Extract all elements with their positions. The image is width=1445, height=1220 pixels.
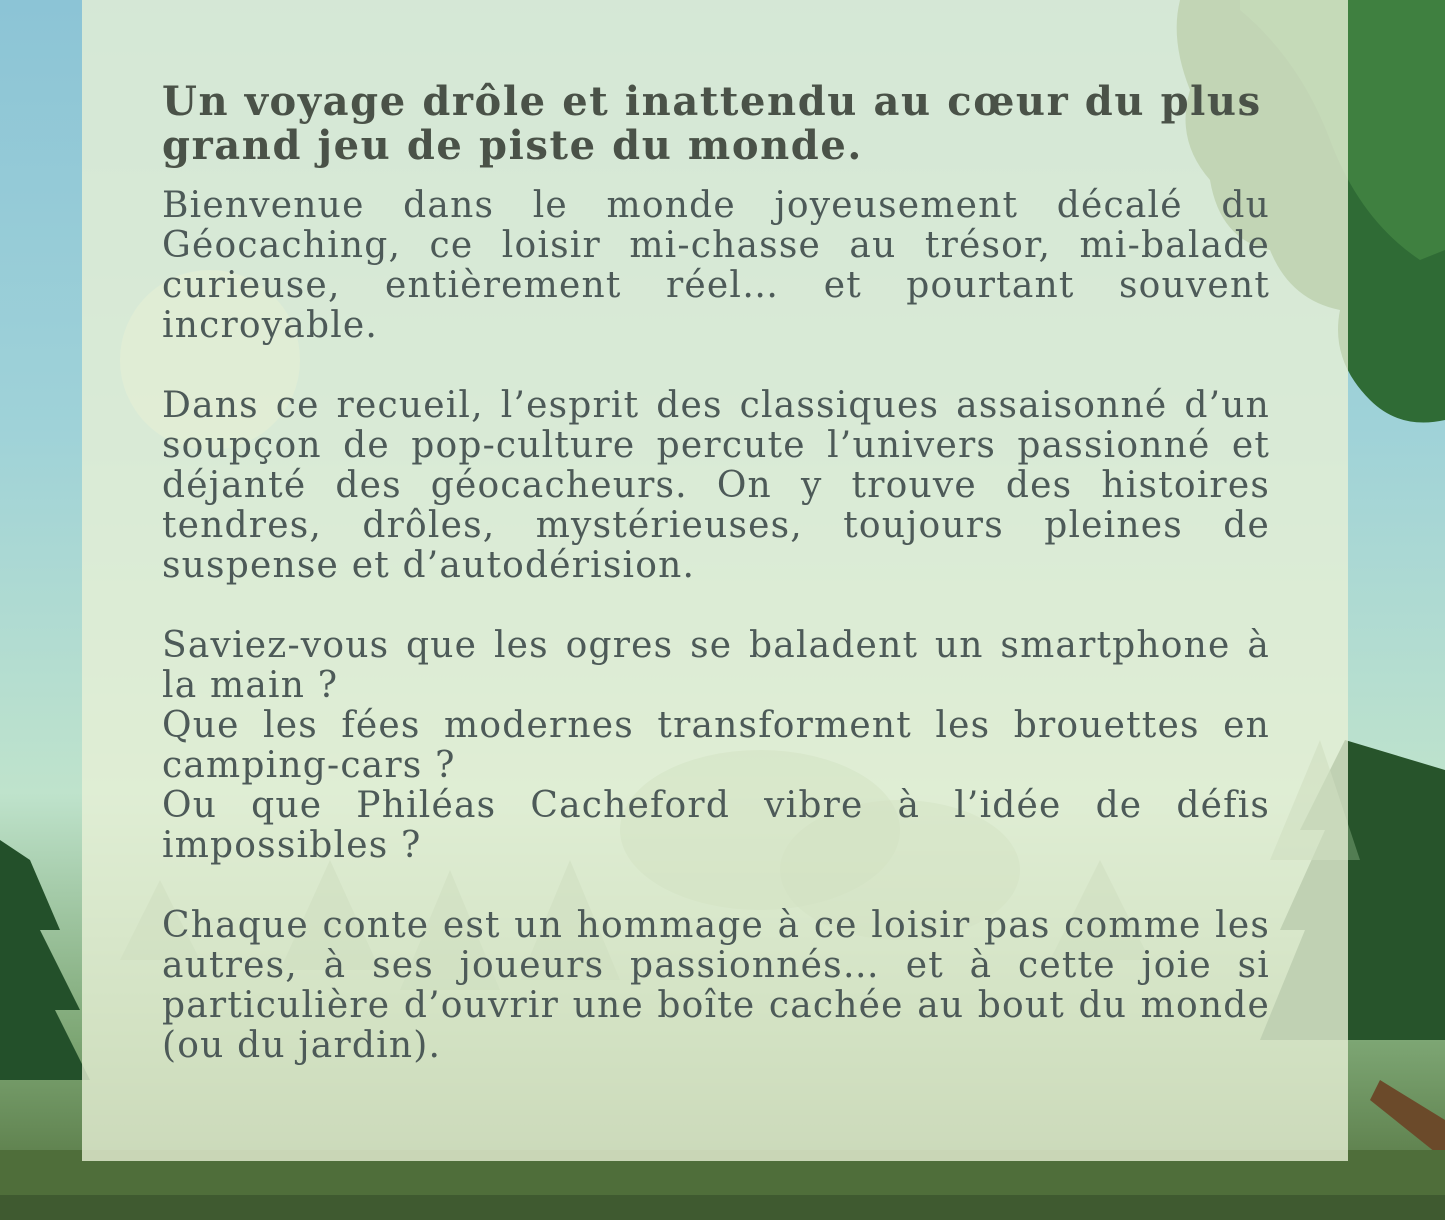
- pine-tree-left: [0, 840, 90, 1080]
- text-panel: [82, 0, 1348, 1161]
- tribute-paragraph: Chaque conte est un hommage à ce loisir pas comme les autres, à ses joueurs passionnés… et à cette joie si particulière d’ouvrir une boîte cachée au bout du monde (ou du jardin).: [162, 905, 1270, 1066]
- question-phileas: Ou que Philéas Cacheford vibre à l’idée de défis impossibles ?: [162, 785, 1270, 866]
- tree-trunk-right: [1370, 1080, 1445, 1160]
- questions-paragraph: [162, 626, 1270, 866]
- question-fees: Que les fées modernes transforment les brouettes en camping-cars ?: [162, 705, 1270, 786]
- page-title: Un voyage drôle et inattendu au cœur du plus grand jeu de piste du monde.: [162, 78, 1262, 169]
- intro-paragraph: Bienvenue dans le monde joyeusement décalé du Géocaching, ce loisir mi-chasse au trésor, mi-balade curieuse, entièrement réel… et pourtant souvent incroyable.: [162, 185, 1270, 346]
- question-ogres: Saviez-vous que les ogres se baladent un smartphone à la main ?: [162, 625, 1270, 706]
- ground-shadow: [0, 1195, 1445, 1220]
- collection-paragraph: Dans ce recueil, l’esprit des classiques assaisonné d’un soupçon de pop-culture percute l’univers passionné et déjanté des géocacheurs. On y trouve des histoires tendres, drôles, mystérieuses, toujours pleines de suspense et d’autodérision.: [162, 385, 1270, 586]
